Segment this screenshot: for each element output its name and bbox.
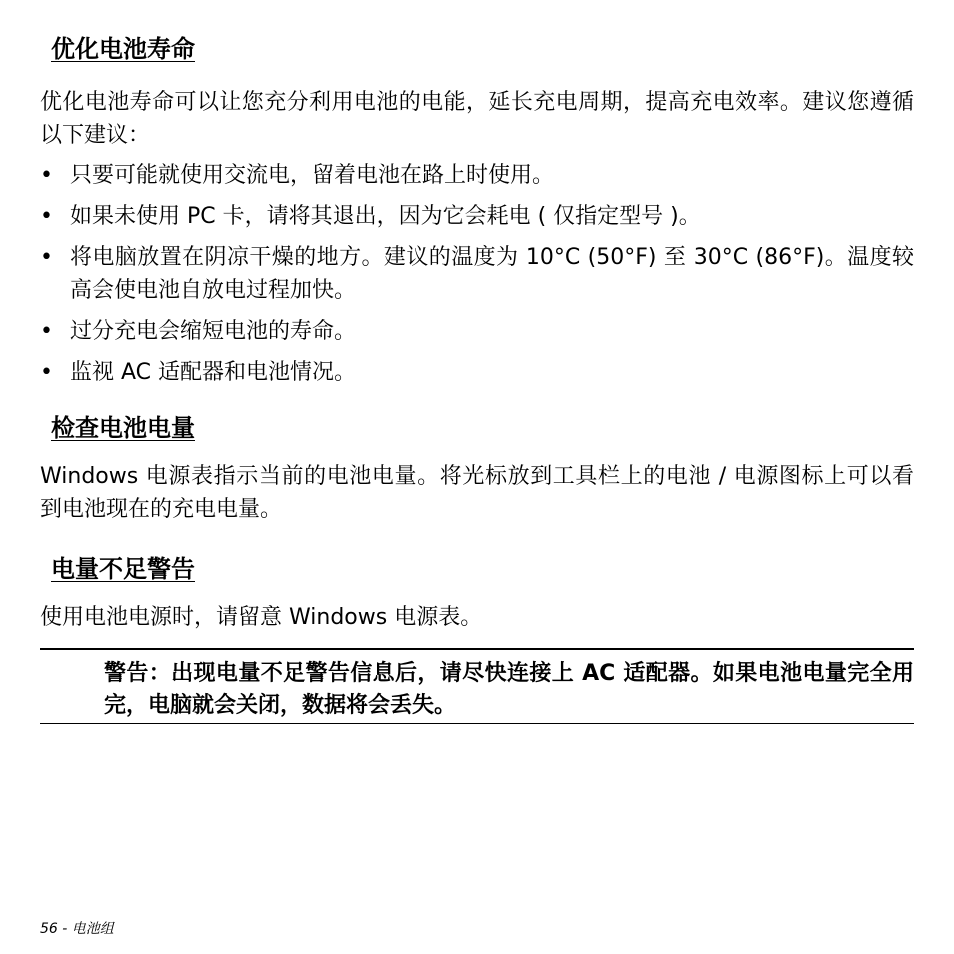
- list-item: [40, 159, 914, 192]
- check-battery-paragraph: Windows 电源表指示当前的电池电量。将光标放到工具栏上的电池 / 电源图标上可以看到电池现在的充电电量。: [40, 464, 914, 522]
- list-item-text: 只要可能就使用交流电，留着电池在路上时使用。: [70, 163, 555, 188]
- bullet-icon: •: [40, 204, 53, 229]
- list-item: [40, 200, 914, 233]
- battery-tips-list: [40, 159, 914, 389]
- list-item-text: 如果未使用 PC 卡，请将其退出，因为它会耗电 ( 仅指定型号 )。: [70, 204, 701, 229]
- list-item-text: 过分充电会缩短电池的寿命。: [70, 319, 357, 344]
- warning-top-divider: [40, 648, 914, 650]
- section-heading-check-battery: 检查电池电量: [51, 414, 195, 442]
- warning-bottom-divider: [40, 723, 914, 724]
- optimize-battery-paragraph: 优化电池寿命可以让您充分利用电池的电能，延长充电周期，提高充电效率。建议您遵循以下建议：: [40, 90, 914, 148]
- section-heading-optimize-battery: 优化电池寿命: [51, 35, 195, 63]
- bullet-icon: •: [40, 360, 53, 385]
- section-heading-low-battery-warning: 电量不足警告: [51, 555, 195, 583]
- list-item-text: 监视 AC 适配器和电池情况。: [70, 360, 357, 385]
- list-item: [40, 315, 914, 348]
- low-battery-paragraph: 使用电池电源时，请留意 Windows 电源表。: [40, 605, 483, 630]
- list-item: [40, 356, 914, 389]
- list-item-text: 将电脑放置在阴凉干燥的地方。建议的温度为 10°C (50°F) 至 30°C (86°F)。温度较高会使电池自放电过程加快。: [70, 245, 914, 303]
- bullet-icon: •: [40, 319, 53, 344]
- list-item: [40, 241, 914, 307]
- warning-note: 警告：出现电量不足警告信息后，请尽快连接上 AC 适配器。如果电池电量完全用完，电脑就会关闭，数据将会丢失。: [104, 661, 914, 718]
- page-footer: 56 - 电池组: [40, 921, 114, 937]
- bullet-icon: •: [40, 245, 53, 270]
- bullet-icon: •: [40, 163, 53, 188]
